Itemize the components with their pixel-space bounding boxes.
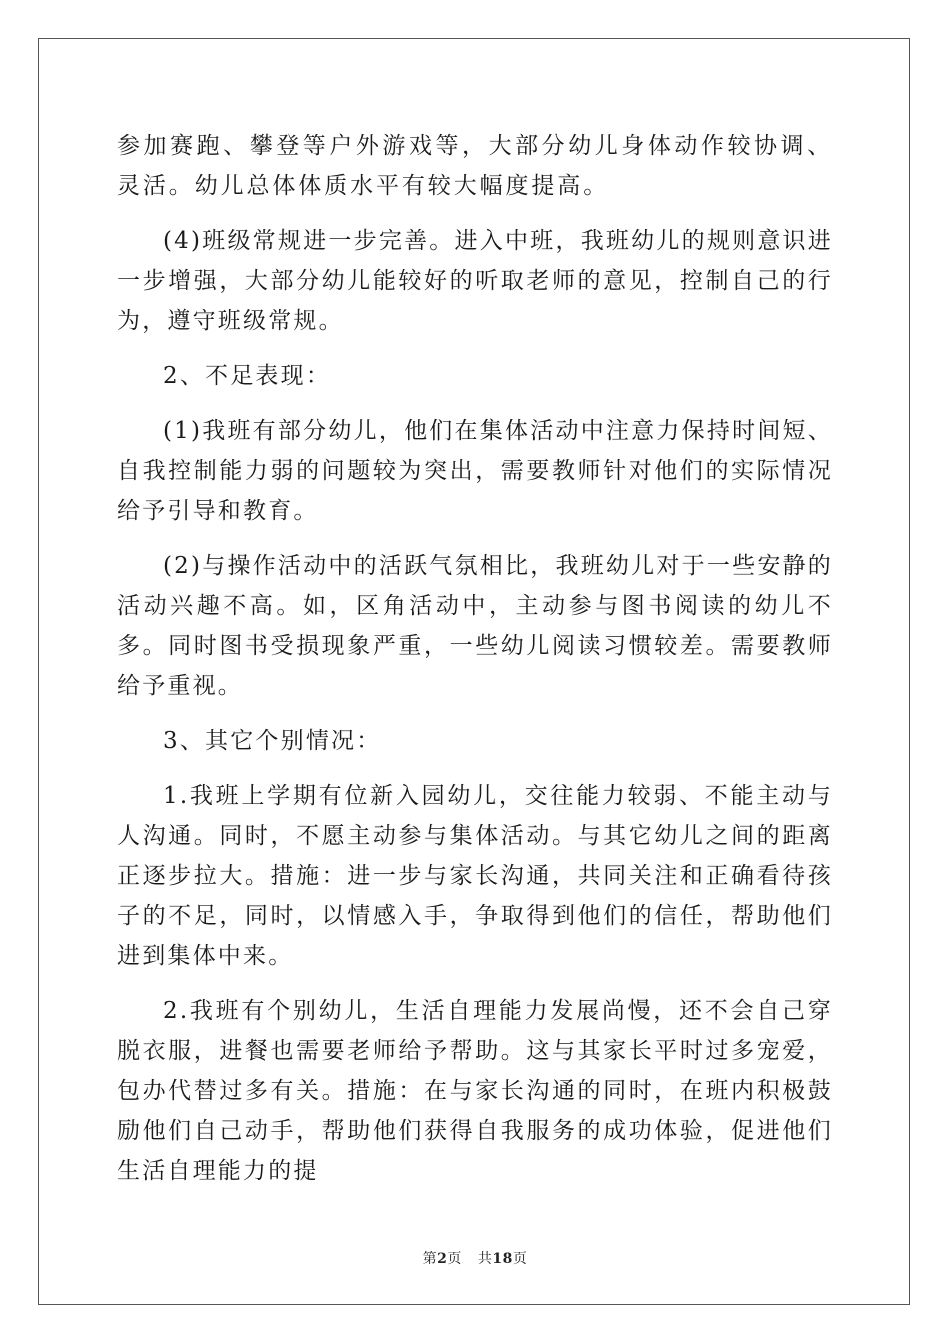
paragraph-attention: (1)我班有部分幼儿，他们在集体活动中注意力保持时间短、自我控制能力弱的问题较为突出，需要教师针对他们的实际情况给予引导和教育。 xyxy=(117,418,833,524)
paragraph-continuation: 参加赛跑、攀登等户外游戏等，大部分幼儿身体动作较协调、灵活。幼儿总体体质水平有较大幅度提高。 xyxy=(117,133,833,199)
paragraph-new-child: 1.我班上学期有位新入园幼儿，交往能力较弱、不能主动与人沟通。同时，不愿主动参与集体活动。与其它幼儿之间的距离正逐步拉大。措施：进一步与家长沟通，共同关注和正确看待孩子的不足，同时，以情感入手，争取得到他们的信任，帮助他们进到集体中来。 xyxy=(117,783,833,969)
page-suffix: 页 xyxy=(447,1251,462,1267)
paragraph-self-care: 2.我班有个别幼儿，生活自理能力发展尚慢，还不会自己穿脱衣服，进餐也需要老师给予帮助。这与其家长平时过多宠爱，包办代替过多有关。措施：在与家长沟通的同时，在班内积极鼓励他们自己动手，帮助他们获得自我服务的成功体验，促进他们生活自理能力的提 xyxy=(117,998,833,1184)
page-total: 18 xyxy=(492,1251,513,1267)
total-suffix: 页 xyxy=(512,1251,528,1267)
heading-shortcomings: 2、不足表现： xyxy=(163,363,332,389)
page-prefix: 第 xyxy=(422,1251,438,1267)
paragraph-class-routine: (4)班级常规进一步完善。进入中班，我班幼儿的规则意识进一步增强，大部分幼儿能较好的听取老师的意见，控制自己的行为，遵守班级常规。 xyxy=(117,228,833,334)
page-footer xyxy=(0,1248,950,1268)
heading-other-cases: 3、其它个别情况： xyxy=(163,728,382,754)
total-prefix: 共 xyxy=(477,1251,493,1267)
document-body xyxy=(117,126,833,1206)
paragraph-quiet-activities: (2)与操作活动中的活跃气氛相比，我班幼儿对于一些安静的活动兴趣不高。如，区角活动中，主动参与图书阅读的幼儿不多。同时图书受损现象严重，一些幼儿阅读习惯较差。需要教师给予重视。 xyxy=(117,553,833,699)
page-current: 2 xyxy=(437,1251,448,1267)
